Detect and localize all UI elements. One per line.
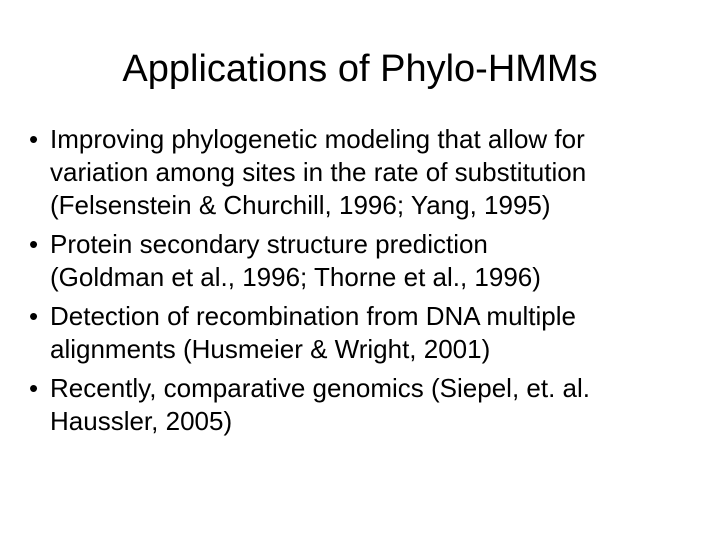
bullet-text-line: (Felsenstein & Churchill, 1996; Yang, 1995) — [50, 190, 551, 220]
bullet-text-line: Detection of recombination from DNA multiple — [50, 301, 577, 331]
bullet-list — [24, 123, 714, 444]
bullet-icon: • — [29, 373, 39, 403]
bullet-text-line: Haussler, 2005) — [50, 406, 233, 436]
bullet-item — [24, 300, 714, 366]
bullet-text-line: Recently, comparative genomics (Siepel, et. al. — [50, 373, 590, 403]
bullet-item — [24, 372, 714, 438]
bullet-icon: • — [29, 229, 39, 259]
bullet-text-line: variation among sites in the rate of substitution — [50, 157, 587, 187]
bullet-text-line: alignments (Husmeier & Wright, 2001) — [50, 334, 491, 364]
bullet-text-line: Protein secondary structure prediction — [50, 229, 488, 259]
bullet-icon: • — [29, 301, 39, 331]
bullet-text-line: (Goldman et al., 1996; Thorne et al., 1996) — [50, 262, 541, 292]
bullet-item — [24, 123, 714, 222]
bullet-item — [24, 228, 714, 294]
slide-title: Applications of Phylo-HMMs — [122, 48, 598, 90]
bullet-text-line: Improving phylogenetic modeling that allow for — [50, 124, 585, 154]
bullet-icon: • — [29, 124, 39, 154]
